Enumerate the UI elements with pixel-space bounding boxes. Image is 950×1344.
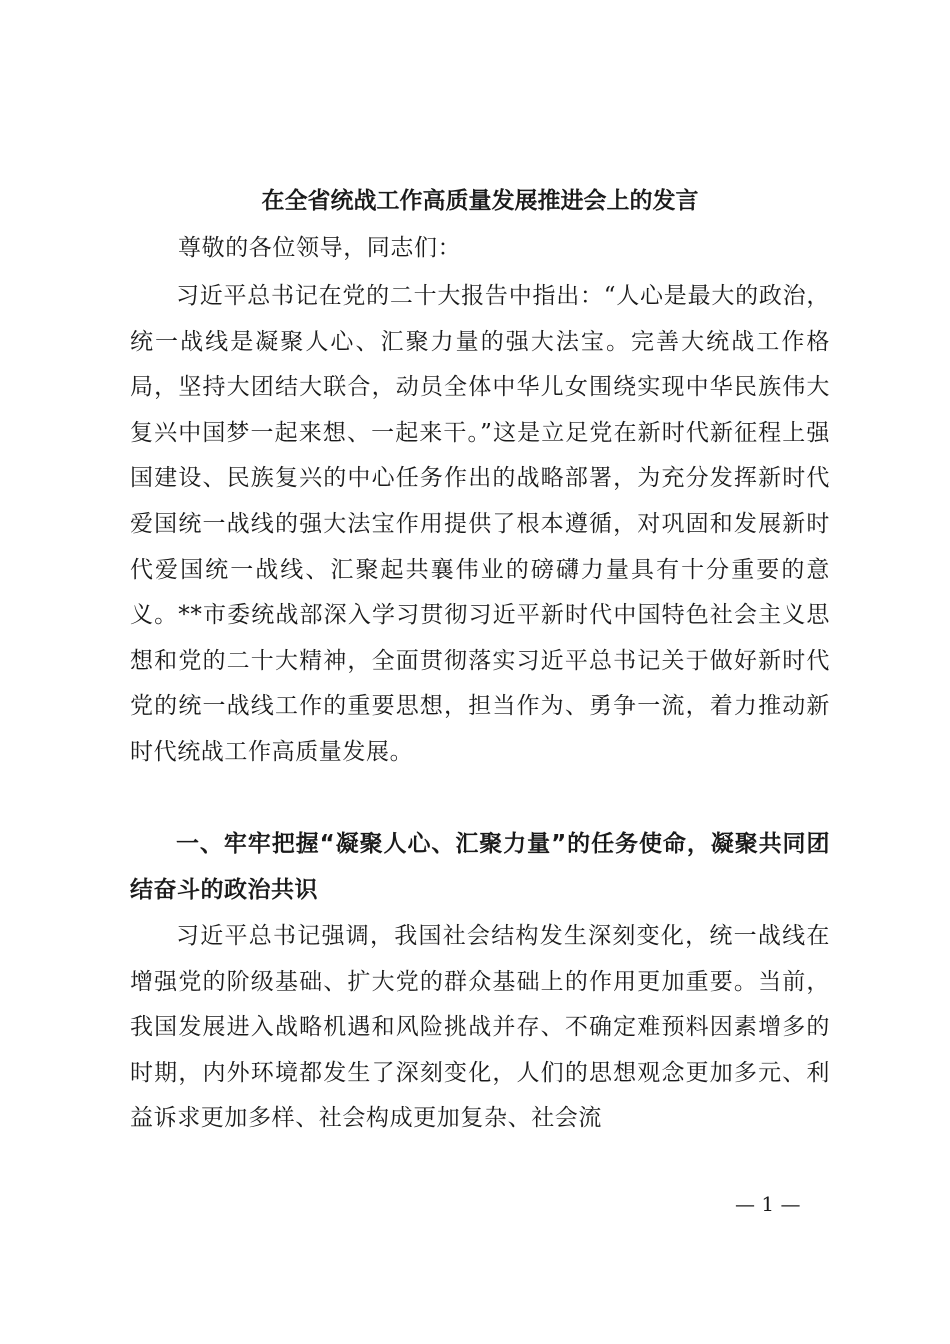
section-heading-1: 一、牢牢把握“凝聚人心、汇聚力量”的任务使命，凝聚共同团结奋斗的政治共识 bbox=[130, 831, 830, 903]
body-paragraph-2 bbox=[130, 914, 830, 1142]
paragraph-text: 习近平总书记强调，我国社会结构发生深刻变化，统一战线在增强党的阶级基础、扩大党的群众基础上的作用更加重要。当前，我国发展进入战略机遇和风险挑战并存、不确定难预料因素增多的时期，内外环境都发生了深刻变化，人们的思想观念更加多元、利益诉求更加多样、社会构成更加复杂、社会流 bbox=[130, 923, 830, 1132]
salutation: 尊敬的各位领导，同志们： bbox=[178, 235, 462, 261]
page-number: — 1 — bbox=[735, 1192, 801, 1216]
document-title: 在全省统战工作高质量发展推进会上的发言 bbox=[261, 187, 699, 214]
paragraph-text: 习近平总书记在党的二十大报告中指出：“人心是最大的政治，统一战线是凝聚人心、汇聚力量的强大法宝。完善大统战工作格局，坚持大团结大联合，动员全体中华儿女围绕实现中华民族伟大复兴中国梦一起来想、一起来干。”这是立足党在新时代新征程上强国建设、民族复兴的中心任务作出的战略部署，为充分发挥新时代爱国统一战线的强大法宝作用提供了根本遵循，对巩固和发展新时代爱国统一战线、汇聚起共襄伟业的磅礴力量具有十分重要的意义。**市委统战部深入学习贯彻习近平新时代中国特色社会主义思想和党的二十大精神，全面贯彻落实习近平总书记关于做好新时代党的统一战线工作的重要思想，担当作为、勇争一流，着力推动新时代统战工作高质量发展。 bbox=[130, 283, 830, 765]
body-paragraph-1 bbox=[130, 274, 830, 776]
